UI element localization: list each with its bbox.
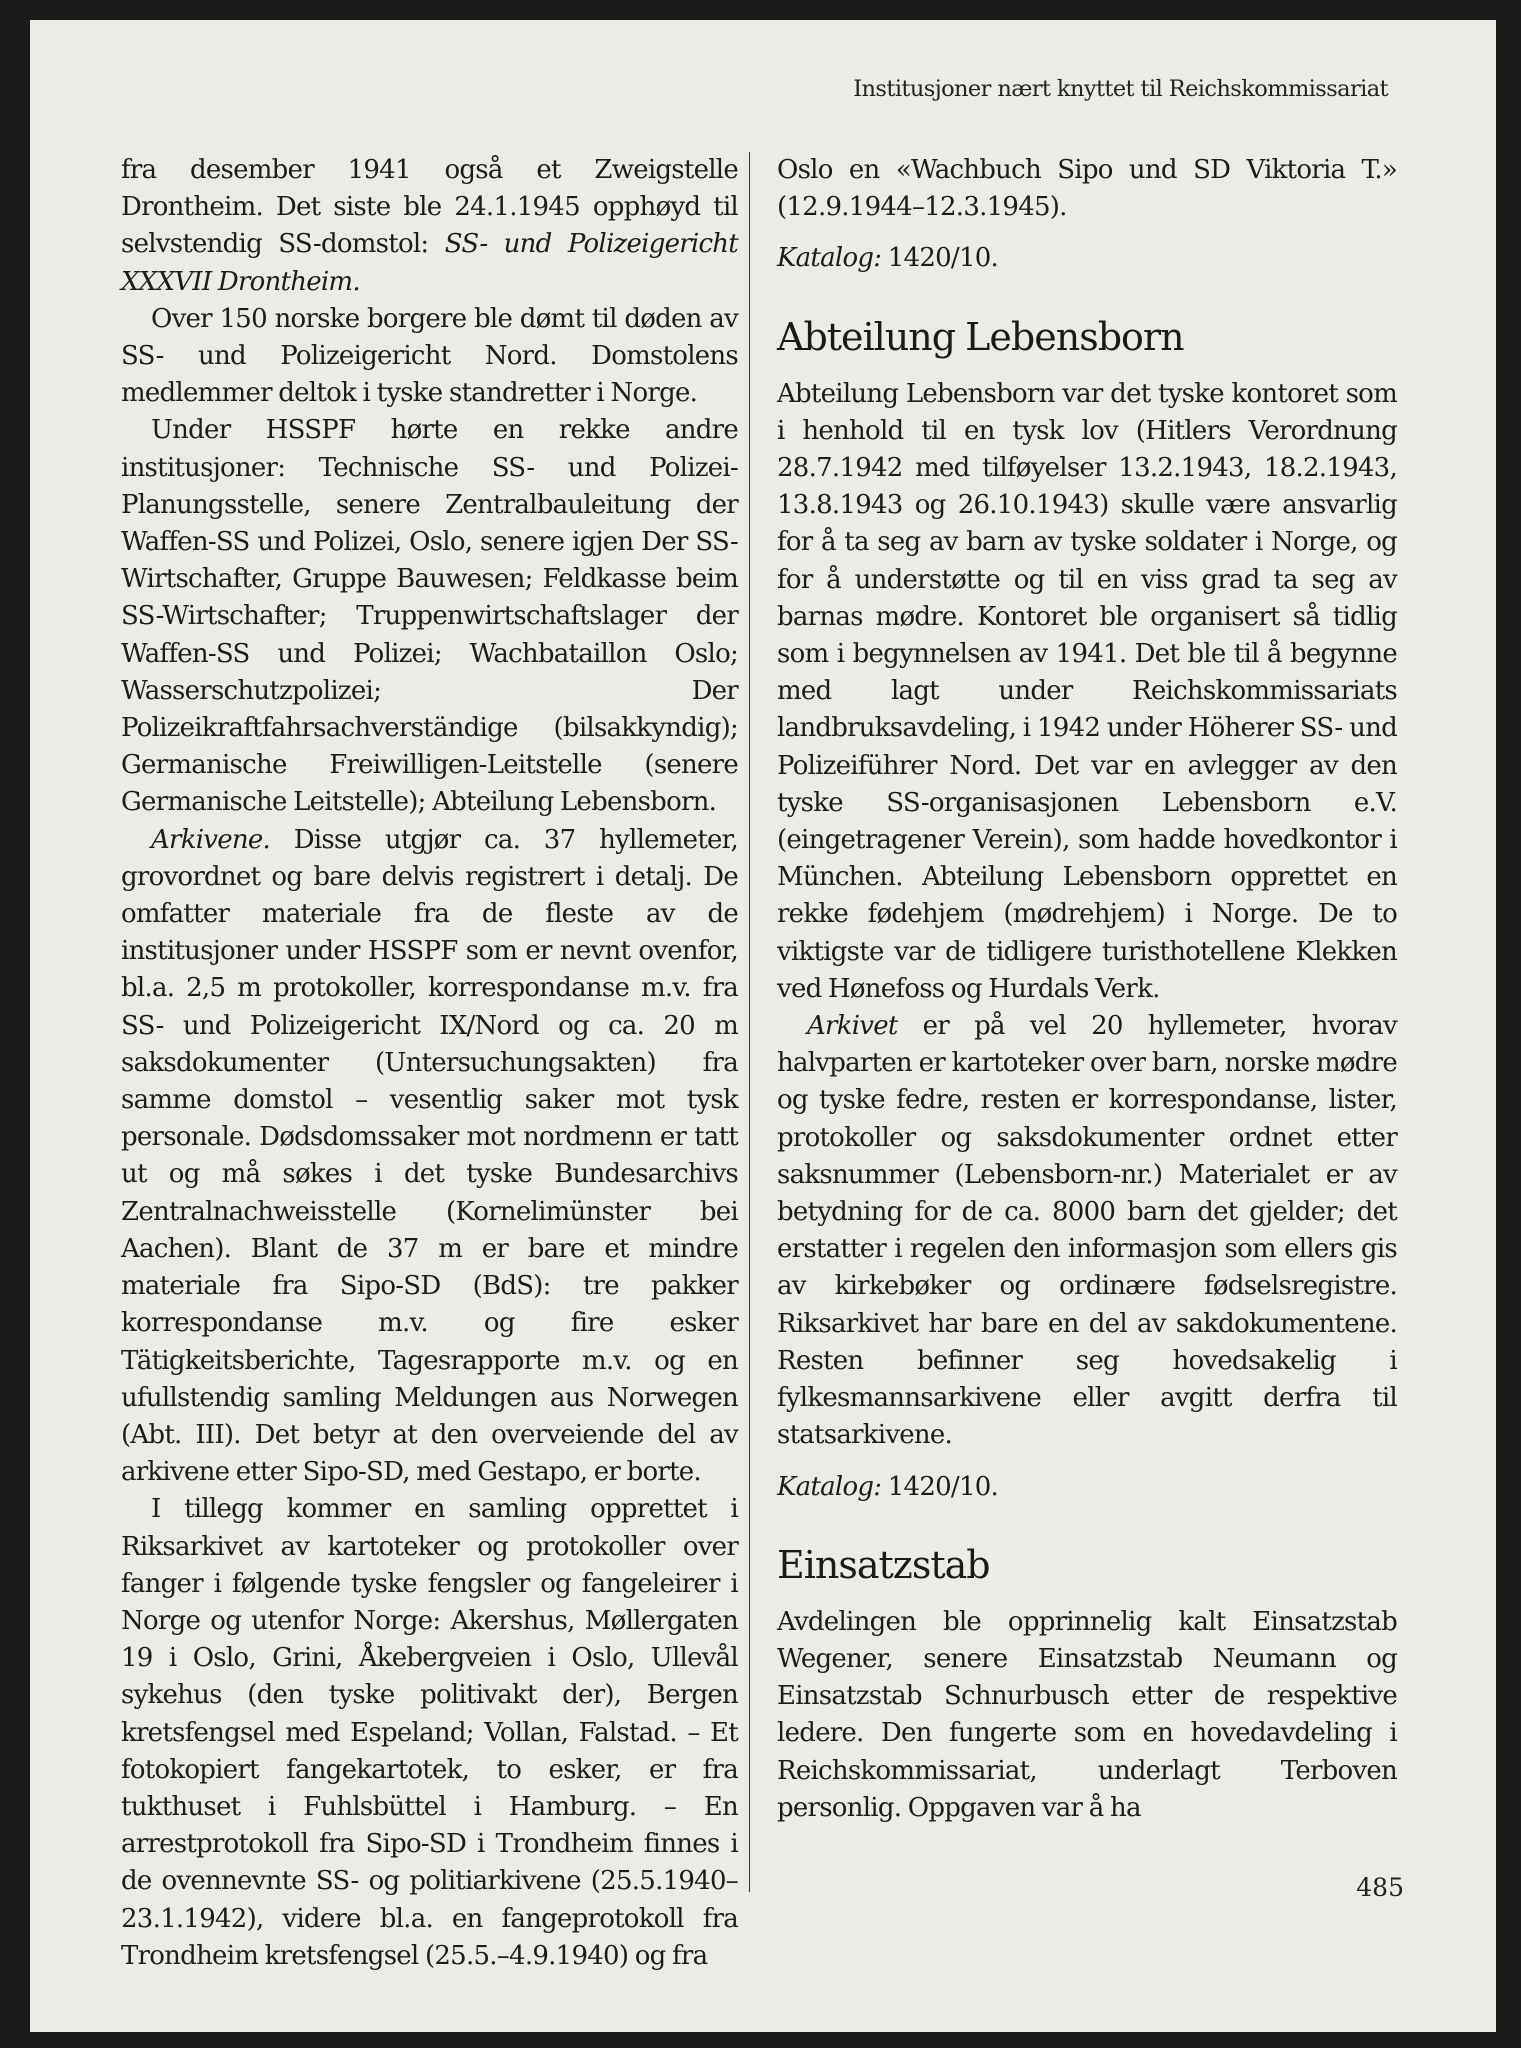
paragraph-prisoner-records: I tillegg kommer en samling opprettet i Riksarkivet av kartoteker og protokoller over fanger i følgende tyske fengsler og fangeleirer i Norge og utenfor Norge: Akershus, Møllergaten 19 i Oslo, Grini, Åkebergveien i Oslo, Ullevål sykehus (den tyske politivakt der), Bergen kretsfengsel med Espeland; Vollan, Falstad. – Et fotokopiert fangekartotek, to esker, er fra tukthuset i Fuhlsbüttel i Hamburg. – En arrestprotokoll fra Sipo-SD i Trondheim finnes i de ovennevnte SS- og politiarkivene (25.5.1940–23.1.1942), videre bl.a. en fangeprotokoll fra Trondheim kretsfengsel (25.5.–4.9.1940) og fra bbox=[121, 1494, 738, 1971]
catalog-label: Katalog: bbox=[777, 243, 882, 274]
spacer bbox=[777, 1455, 1397, 1469]
paragraph-text: er på vel 20 hyllemeter, hvorav halvparten er kartoteker over barn, norske mødre og tyske fedre, resten er korrespondanse, lister, protokoller og saksdokumenter ordnet etter saksnummer (Lebensborn-nr.) Materialet er av betydning for de ca. 8000 barn det gjelder; det erstatter i regelen den informasjon som ellers gis av kirkebøker og ordinære fødselsregistre. Riksarkivet har bare en del av sakdokumentene. Resten befinner seg hovedsakelig i fylkesmannsarkivene eller avgitt derfra til statsarkivene. bbox=[777, 1011, 1397, 1451]
section-heading-einsatzstab: Einsatzstab bbox=[777, 1542, 990, 1587]
running-header: Institusjoner nært knyttet til Reichskommissariat bbox=[853, 76, 1388, 102]
paragraph-wachbuch: Oslo en «Wachbuch Sipo und SD Viktoria T.» (12.9.1944–12.3.1945). bbox=[777, 155, 1397, 223]
run-in-heading: Arkivene. bbox=[151, 824, 270, 855]
paragraph-arkivet bbox=[777, 1008, 1397, 1454]
paragraph-death-sentences: Over 150 norske borgere ble dømt til døden av SS- und Polizeigericht Nord. Domstolens medlemmer deltok i tyske standretter i Norge. bbox=[121, 303, 738, 409]
catalog-label: Katalog: bbox=[777, 1471, 882, 1502]
spacer bbox=[777, 1506, 1397, 1540]
catalog-reference bbox=[777, 240, 1397, 277]
section-heading-lebensborn: Abteilung Lebensborn bbox=[777, 314, 1184, 359]
spacer bbox=[777, 226, 1397, 240]
spacer bbox=[777, 1590, 1397, 1604]
column-divider bbox=[749, 152, 750, 1892]
spacer bbox=[777, 278, 1397, 312]
spacer bbox=[777, 362, 1397, 376]
paragraph-text: Disse utgjør ca. 37 hyllemeter, grovordnet og bare delvis registrert i detalj. De omfatter materiale fra de fleste av de institusjoner under HSSPF som er nevnt ovenfor, bl.a. 2,5 m protokoller, korrespondanse m.v. fra SS- und Polizeigericht IX/Nord og ca. 20 m saksdokumenter (Untersuchungsakten) fra samme domstol – vesentlig saker mot tysk personale. Dødsdomssaker mot nordmenn er tatt ut og må søkes i det tyske Bundesarchivs Zentralnachweisstelle (Kornelimünster bei Aachen). Blant de 37 m er bare et mindre materiale fra Sipo-SD (BdS): tre pakker korrespondanse m.v. og fire esker Tätigkeitsberichte, Tagesrapporte m.v. og en ufullstendig samling Meldungen aus Norwegen (Abt. III). Det betyr at den overveiende del av arkivene etter Sipo-SD, med Gestapo, er borte. bbox=[121, 824, 738, 1488]
paragraph-lebensborn: Abteilung Lebensborn var det tyske kontoret som i henhold til en tysk lov (Hitlers Verordnung 28.7.1942 med tilføyelser 13.2.1943, 18.2.1943, 13.8.1943 og 26.10.1943) skulle være ansvarlig for å ta seg av barn av tyske soldater i Norge, og for å understøtte og til en viss grad ta seg av barnas mødre. Kontoret ble organisert så tidlig som i begynnelsen av 1941. Det ble til å begynne med lagt under Reichskommissariats landbruksavdeling, i 1942 under Höherer SS- und Polizeiführer Nord. Det var en avlegger av den tyske SS-organisasjonen Lebensborn e.V. (eingetragener Verein), som hadde hovedkontor i München. Abteilung Lebensborn opprettet en rekke fødehjem (mødrehjem) i Norge. De to viktigste var de tidligere turisthotellene Klekken ved Hønefoss og Hurdals Verk. bbox=[777, 378, 1397, 1004]
catalog-value: 1420/10. bbox=[881, 1471, 999, 1502]
page-number: 485 bbox=[1356, 1873, 1404, 1902]
run-in-heading: Arkivet bbox=[807, 1011, 898, 1042]
paragraph-ss-court bbox=[121, 152, 738, 301]
court-name: SS- und Polizeigericht XXXVII Drontheim. bbox=[121, 229, 738, 297]
left-column bbox=[121, 152, 738, 1975]
catalog-value: 1420/10. bbox=[881, 243, 999, 274]
catalog-reference bbox=[777, 1469, 1397, 1506]
paragraph-institutions: Under HSSPF hørte en rekke andre institusjoner: Technische SS- und Polizei-Planungsstelle, senere Zentralbauleitung der Waffen-SS und Polizei, Oslo, senere igjen Der SS-Wirtschafter, Gruppe Bauwesen; Feldkasse beim SS-Wirtschafter; Truppenwirtschaftslager der Waffen-SS und Polizei; Wachbataillon Oslo; Wasserschutzpolizei; Der Polizeikraftfahrsachverständige (bilsakkyndig); Germanische Freiwilligen-Leitstelle (senere Germanische Leitstelle); Abteilung Lebensborn. bbox=[121, 415, 738, 818]
right-column bbox=[777, 152, 1397, 1827]
paragraph-arkivene bbox=[121, 822, 738, 1492]
paragraph-einsatzstab: Avdelingen ble opprinnelig kalt Einsatzstab Wegener, senere Einsatzstab Neumann og Einsatzstab Schnurbusch etter de respektive ledere. Den fungerte som en hovedavdeling i Reichskommissariat, underlagt Terboven personlig. Oppgaven var å ha bbox=[777, 1606, 1397, 1823]
paragraph-text: fra desember 1941 også et Zweigstelle Drontheim. Det siste ble 24.1.1945 opphøyd til selvstendig SS-domstol: bbox=[121, 155, 738, 260]
